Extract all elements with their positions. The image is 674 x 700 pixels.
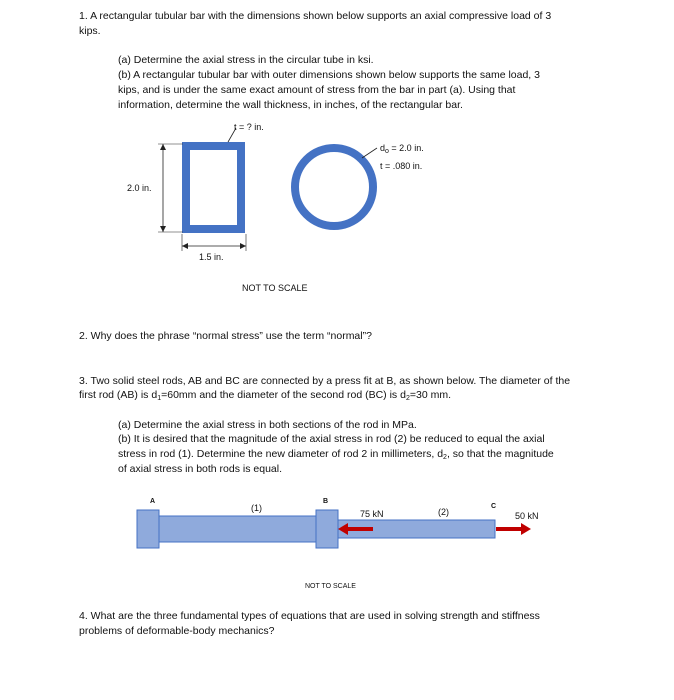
q1-text-line1: 1. A rectangular tubular bar with the dimensions shown below supports an axial compressive load of 3	[79, 10, 552, 22]
q3-rod2-label: (2)	[438, 507, 449, 517]
q4-text-line2: problems of deformable-body mechanics?	[79, 625, 275, 637]
q3-label-a: A	[150, 498, 156, 505]
load-c-arrow-head	[521, 523, 531, 535]
q1-text-line2: kips.	[79, 25, 101, 37]
collar-b	[316, 510, 338, 548]
q3-label-c: C	[491, 503, 497, 510]
q3-part-b-line3: of axial stress in both rods is equal.	[118, 463, 283, 475]
q1-part-b-line1: (b) A rectangular tubular bar with outer dimensions shown below supports the same load, 3	[118, 69, 540, 81]
q1-part-b-line3: information, determine the wall thickness, in inches, of the rectangular bar.	[118, 99, 463, 111]
q3-load-b-label: 75 kN	[360, 509, 384, 519]
q3-part-b-line1: (b) It is desired that the magnitude of the axial stress in rod (2) be reduced to equal the axial	[118, 433, 545, 445]
q1-width-label: 1.5 in.	[199, 252, 224, 262]
q4-text-line1: 4. What are the three fundamental types of equations that are used in solving strength and stiffness	[79, 610, 540, 622]
q1-height-label: 2.0 in.	[127, 183, 152, 193]
q1-t-circle-label: t = .080 in.	[380, 161, 423, 171]
q3-not-to-scale: NOT TO SCALE	[305, 583, 356, 590]
end-block-a	[137, 510, 159, 548]
q1-do-label: $d_o = 2.0$ in.	[380, 143, 424, 155]
q1-t-label: t = ? in.	[234, 122, 264, 132]
q1-not-to-scale: NOT TO SCALE	[242, 283, 308, 293]
q3-load-c-label: 50 kN	[515, 511, 539, 521]
q2-text: 2. Why does the phrase “normal stress” use the term “normal”?	[79, 330, 372, 342]
q1-part-a: (a) Determine the axial stress in the circular tube in ksi.	[118, 54, 374, 66]
q3-label-b: B	[323, 498, 329, 505]
q3-text-line2: first rod (AB) is $d_1=60mm$ and the diameter of the second rod (BC) is $d_2=30$ mm.	[79, 389, 451, 402]
q1-part-b-line2: kips, and is under the same exact amount of stress from the bar in part (a). Using that	[118, 84, 516, 96]
q3-part-a: (a) Determine the axial stress in both sections of the rod in MPa.	[118, 419, 417, 431]
q3-text-line1: 3. Two solid steel rods, AB and BC are connected by a press fit at B, as shown below. The diameter of the	[79, 375, 571, 387]
q3-part-b-line2: stress in rod (1). Determine the new diameter of rod 2 in millimeters, $d_2$, so that the magnitude	[118, 448, 554, 461]
q3-rod1-label: (1)	[251, 503, 262, 513]
rod-ab	[158, 516, 318, 542]
